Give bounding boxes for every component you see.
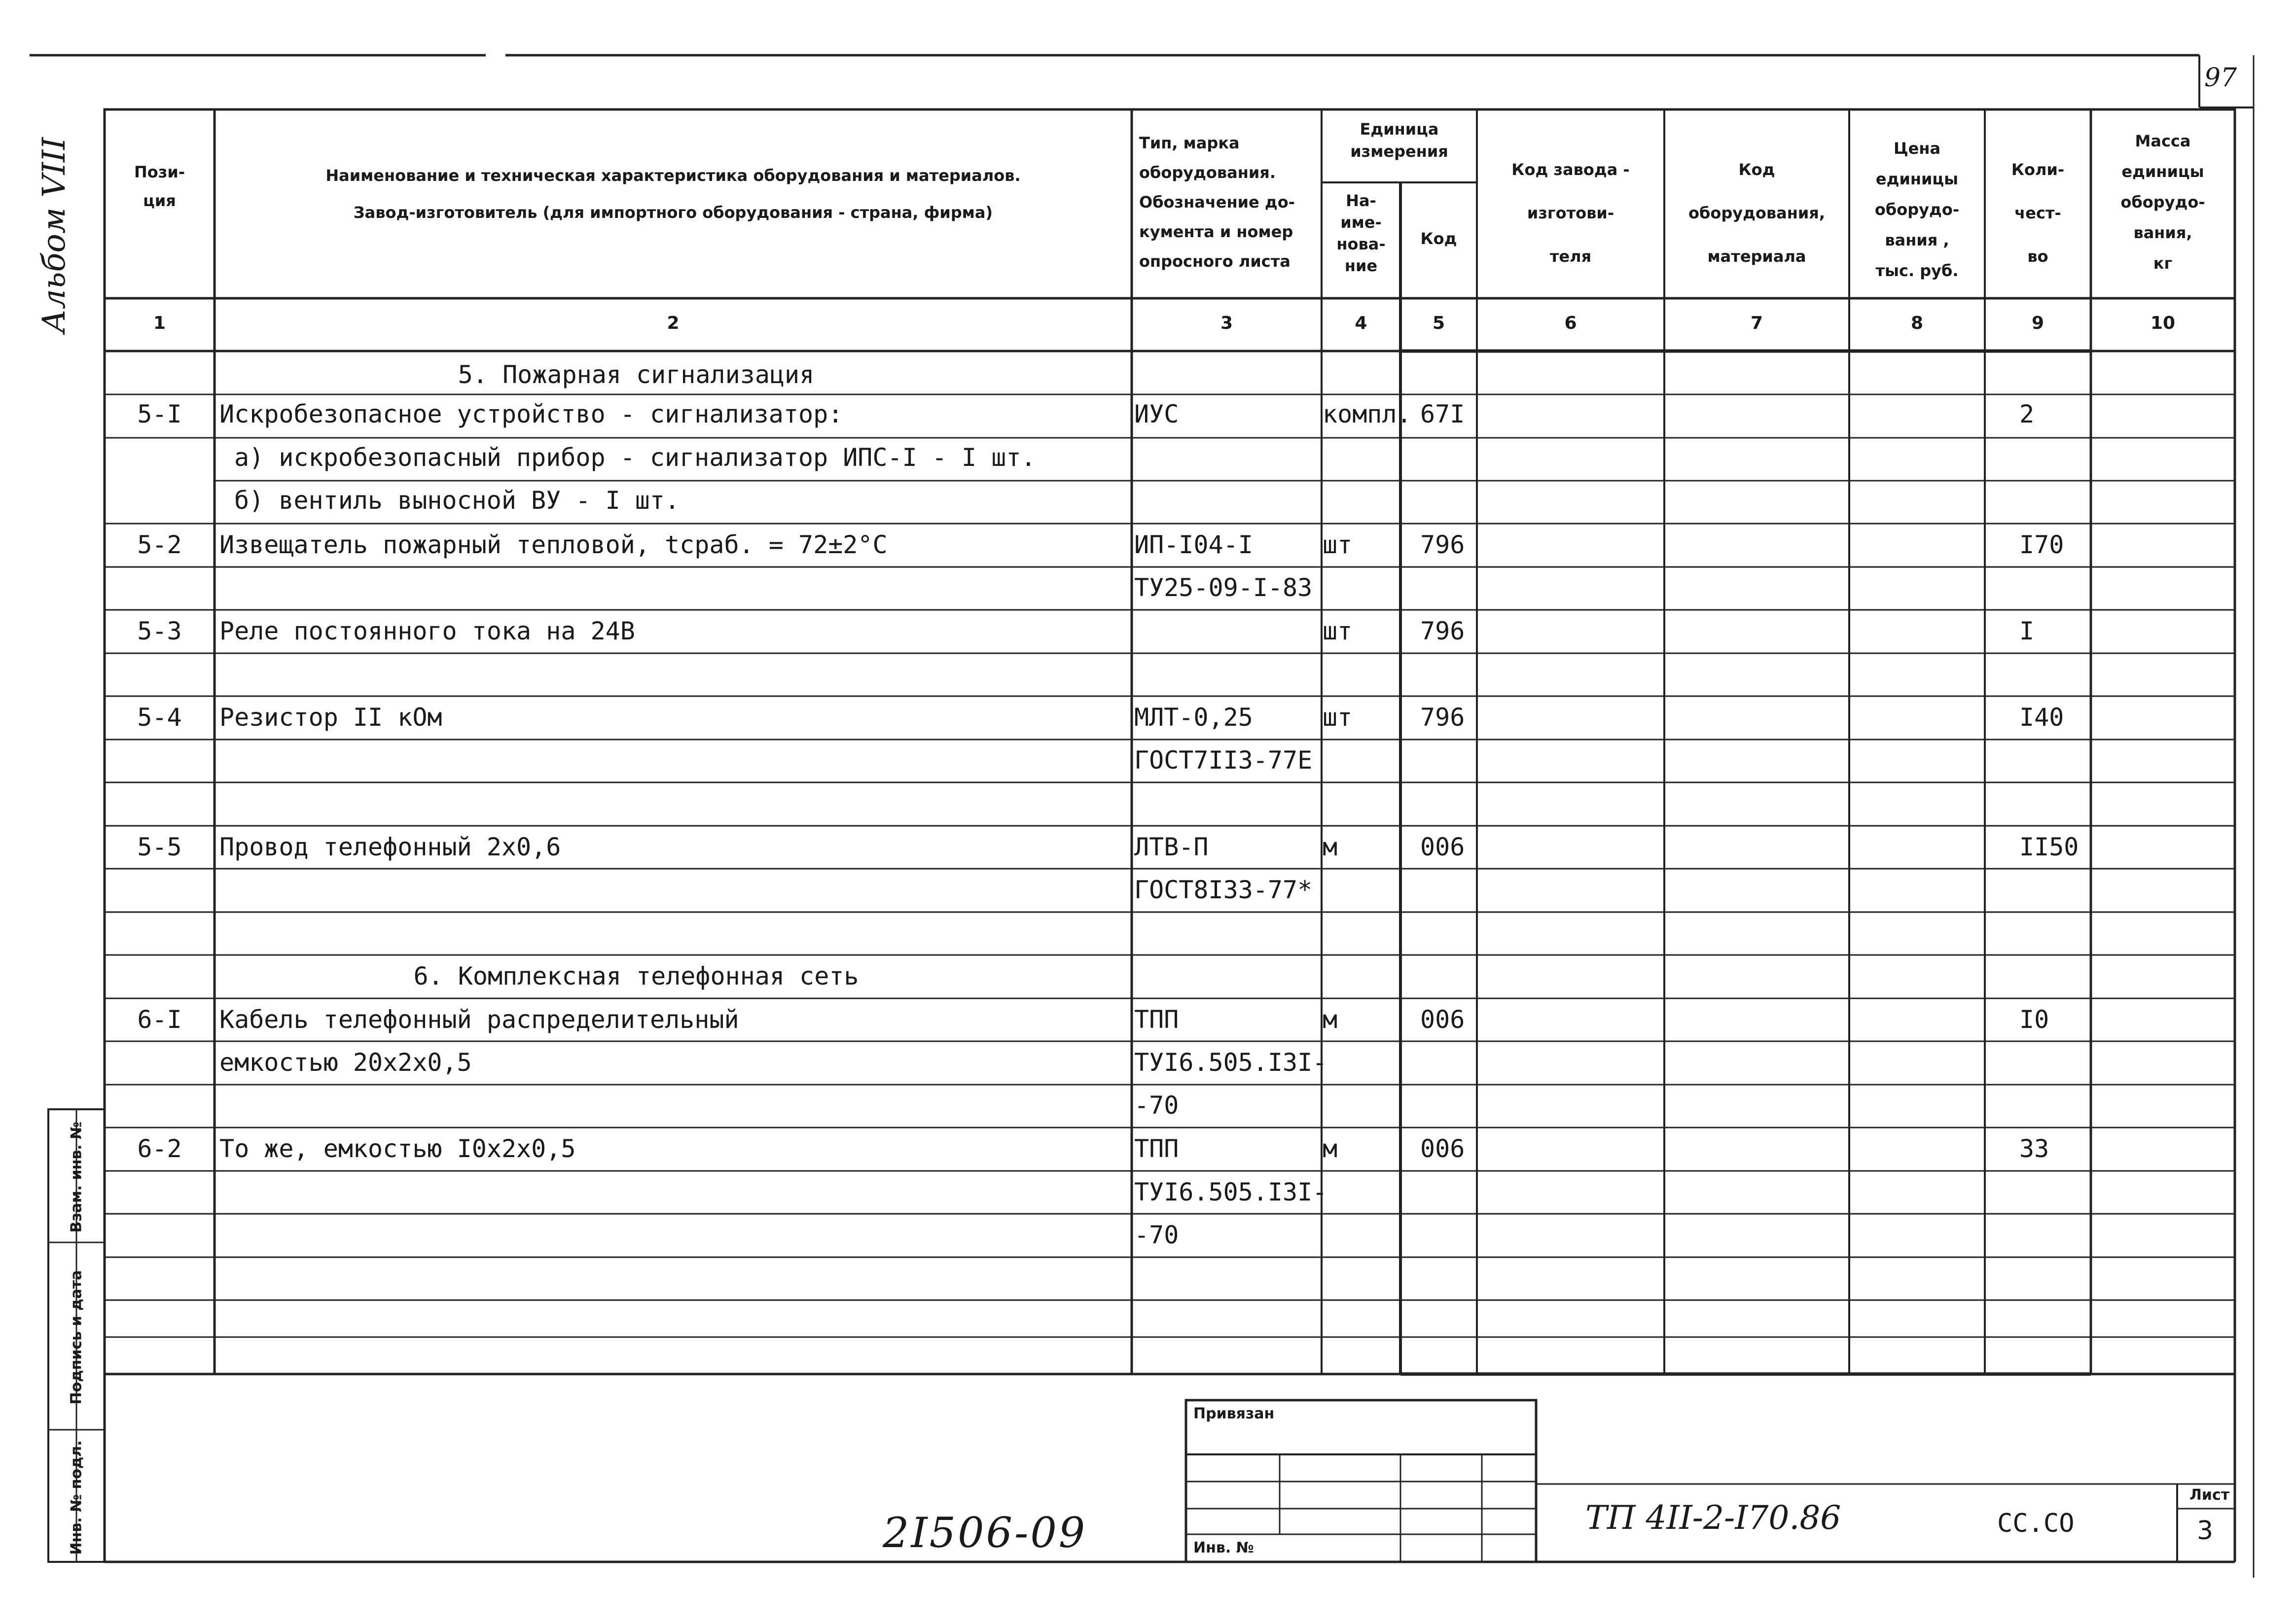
col-num: 3 xyxy=(1220,313,1233,333)
row-type: МЛТ-0,25 xyxy=(1134,703,1253,732)
row-unit: м xyxy=(1323,1134,1338,1163)
row-unit: шт xyxy=(1323,617,1353,645)
header-unit-name-line: нова- xyxy=(1336,235,1386,253)
drawing-number: 2I506-09 xyxy=(883,1509,1087,1557)
header-mass-line: оборудо- xyxy=(2120,193,2205,212)
row-type: ИУС xyxy=(1134,400,1179,428)
row-name: Реле постоянного тока на 24В xyxy=(219,617,635,645)
header-price-line: вания , xyxy=(1885,231,1949,249)
row-type: ТУ25-09-I-83 xyxy=(1134,573,1313,602)
row-type: ИП-I04-I xyxy=(1134,530,1253,559)
col-num: 10 xyxy=(2150,313,2176,333)
header-price-line: оборудо- xyxy=(1874,200,1960,219)
side-label-vzam: Взам. инв. № xyxy=(68,1121,85,1233)
col-num: 9 xyxy=(2031,313,2044,333)
header-equip-line: материала xyxy=(1707,247,1806,266)
header-type-line: кумента и номер xyxy=(1139,222,1293,241)
stamp-inv-no: Инв. № xyxy=(1193,1539,1254,1556)
header-qty-line: чест- xyxy=(2014,204,2061,222)
header-type-line: оборудования. xyxy=(1139,163,1276,182)
row-type: ТПП xyxy=(1134,1134,1179,1163)
side-label-podpis: Подпись и дата xyxy=(68,1270,85,1405)
row-name: Извещатель пожарный тепловой, tсраб. = 72±2°C xyxy=(219,530,888,559)
row-unit: м xyxy=(1323,1005,1338,1034)
row-unit-code: 67I xyxy=(1420,400,1465,428)
header-qty-line: во xyxy=(2027,247,2048,266)
row-type: ГОСТ7II3-77Е xyxy=(1134,746,1313,775)
row-unit-code: 006 xyxy=(1420,1005,1465,1034)
row-unit: м xyxy=(1323,833,1338,861)
header-unit-name-line: име- xyxy=(1340,213,1382,232)
header-type-line: Тип, марка xyxy=(1139,134,1240,152)
header-maker-line: теля xyxy=(1549,247,1592,266)
row-unit-code: 796 xyxy=(1420,617,1465,645)
header-price xyxy=(1849,133,1985,286)
row-unit: компл. xyxy=(1323,400,1412,428)
section-heading: 5. Пожарная сигнализация xyxy=(458,360,815,389)
doc-code: ТП 4II-2-I70.86 xyxy=(1585,1499,1841,1537)
col-num: 7 xyxy=(1750,313,1763,333)
row-name: Резистор II кОм xyxy=(219,703,442,732)
row-name: а) искробезопасный прибор - сигнализатор ИПС-I - I шт. xyxy=(234,443,1036,472)
side-label-inv-podl: Инв. № подл. xyxy=(68,1440,85,1555)
header-maker-code xyxy=(1477,148,1664,278)
col-num: 8 xyxy=(1910,313,1924,333)
row-type: ТУI6.505.I3I- xyxy=(1134,1178,1327,1206)
section-code: СС.СО xyxy=(1997,1509,2075,1538)
row-quantity: II50 xyxy=(2019,833,2079,861)
header-maker-line: изготови- xyxy=(1527,204,1614,222)
header-type xyxy=(1134,128,1327,276)
header-equip-line: оборудования, xyxy=(1688,204,1825,222)
row-quantity: 33 xyxy=(2019,1134,2049,1163)
header-mass-line: единицы xyxy=(2121,162,2204,181)
sheet-number: 3 xyxy=(2197,1516,2214,1546)
header-name xyxy=(215,153,1132,227)
row-name: То же, емкостью I0х2х0,5 xyxy=(219,1134,576,1163)
row-unit-code: 796 xyxy=(1420,530,1465,559)
row-quantity: I70 xyxy=(2019,530,2064,559)
header-price-line: Цена xyxy=(1893,139,1941,158)
header-mass-line: вания, xyxy=(2133,223,2192,242)
header-price-line: тыс. руб. xyxy=(1875,261,1959,280)
header-type-line: опросного листа xyxy=(1139,252,1291,271)
row-position: 6-2 xyxy=(137,1134,182,1163)
sheet-label: Лист xyxy=(2189,1486,2230,1504)
row-name: Провод телефонный 2х0,6 xyxy=(219,833,561,861)
row-type: ТПП xyxy=(1134,1005,1179,1034)
header-qty xyxy=(1985,148,2091,278)
row-position: 5-I xyxy=(137,400,182,428)
header-unit-line: Единица xyxy=(1360,120,1439,139)
row-quantity: I xyxy=(2019,617,2035,645)
row-type: -70 xyxy=(1134,1091,1179,1120)
row-type: -70 xyxy=(1134,1221,1179,1249)
header-name-line: Наименование и техническая характеристика оборудования и материалов. xyxy=(325,166,1021,185)
row-name: емкостью 20х2х0,5 xyxy=(219,1048,472,1077)
header-pos-line: Пози- xyxy=(134,163,185,181)
row-name: Кабель телефонный распределительный xyxy=(219,1005,739,1034)
header-type-line: Обозначение до- xyxy=(1139,193,1295,212)
row-position: 5-2 xyxy=(137,530,182,559)
row-unit-code: 796 xyxy=(1420,703,1465,732)
row-position: 6-I xyxy=(137,1005,182,1034)
stamp-privyazan: Привязан xyxy=(1193,1405,1275,1422)
row-position: 5-3 xyxy=(137,617,182,645)
header-equip-code xyxy=(1664,148,1849,278)
col-num: 2 xyxy=(667,313,680,333)
header-price-line: единицы xyxy=(1875,170,1959,188)
row-unit-code: 006 xyxy=(1420,833,1465,861)
row-name: Искробезопасное устройство - сигнализатор: xyxy=(219,400,843,428)
header-name-line: Завод-изготовитель (для импортного оборудования - страна, фирма) xyxy=(353,203,993,222)
row-name: б) вентиль выносной ВУ - I шт. xyxy=(234,486,680,515)
header-mass xyxy=(2091,126,2235,279)
header-qty-line: Коли- xyxy=(2011,160,2065,179)
row-unit: шт xyxy=(1323,530,1353,559)
header-unit-code: Код xyxy=(1420,229,1457,248)
row-position: 5-4 xyxy=(137,703,182,732)
page-number: 97 xyxy=(2204,63,2237,93)
header-unit-name xyxy=(1322,190,1400,277)
row-quantity: 2 xyxy=(2019,400,2035,428)
row-quantity: I0 xyxy=(2019,1005,2049,1034)
header-unit-group xyxy=(1322,118,1477,163)
header-mass-line: Масса xyxy=(2135,132,2191,150)
col-num: 6 xyxy=(1564,313,1577,333)
header-pos xyxy=(105,158,215,215)
row-type: ТУI6.505.I3I- xyxy=(1134,1048,1327,1077)
row-quantity: I40 xyxy=(2019,703,2064,732)
album-label: Альбом VIII xyxy=(36,137,72,333)
col-num: 1 xyxy=(153,313,166,333)
row-position: 5-5 xyxy=(137,833,182,861)
col-num: 5 xyxy=(1432,313,1445,333)
section-heading: 6. Комплексная телефонная сеть xyxy=(413,962,859,990)
row-unit: шт xyxy=(1323,703,1353,732)
row-unit-code: 006 xyxy=(1420,1134,1465,1163)
header-unit-name-line: На- xyxy=(1346,191,1376,210)
header-unit-name-line: ние xyxy=(1344,256,1378,275)
row-type: ГОСТ8I33-77* xyxy=(1134,876,1313,904)
header-pos-line: ция xyxy=(143,191,176,210)
header-unit-line: измерения xyxy=(1350,142,1448,161)
row-type: ЛТВ-П xyxy=(1134,833,1209,861)
header-equip-line: Код xyxy=(1738,160,1775,179)
header-mass-line: кг xyxy=(2153,254,2173,273)
col-num: 4 xyxy=(1355,313,1367,333)
header-maker-line: Код завода - xyxy=(1511,160,1630,179)
